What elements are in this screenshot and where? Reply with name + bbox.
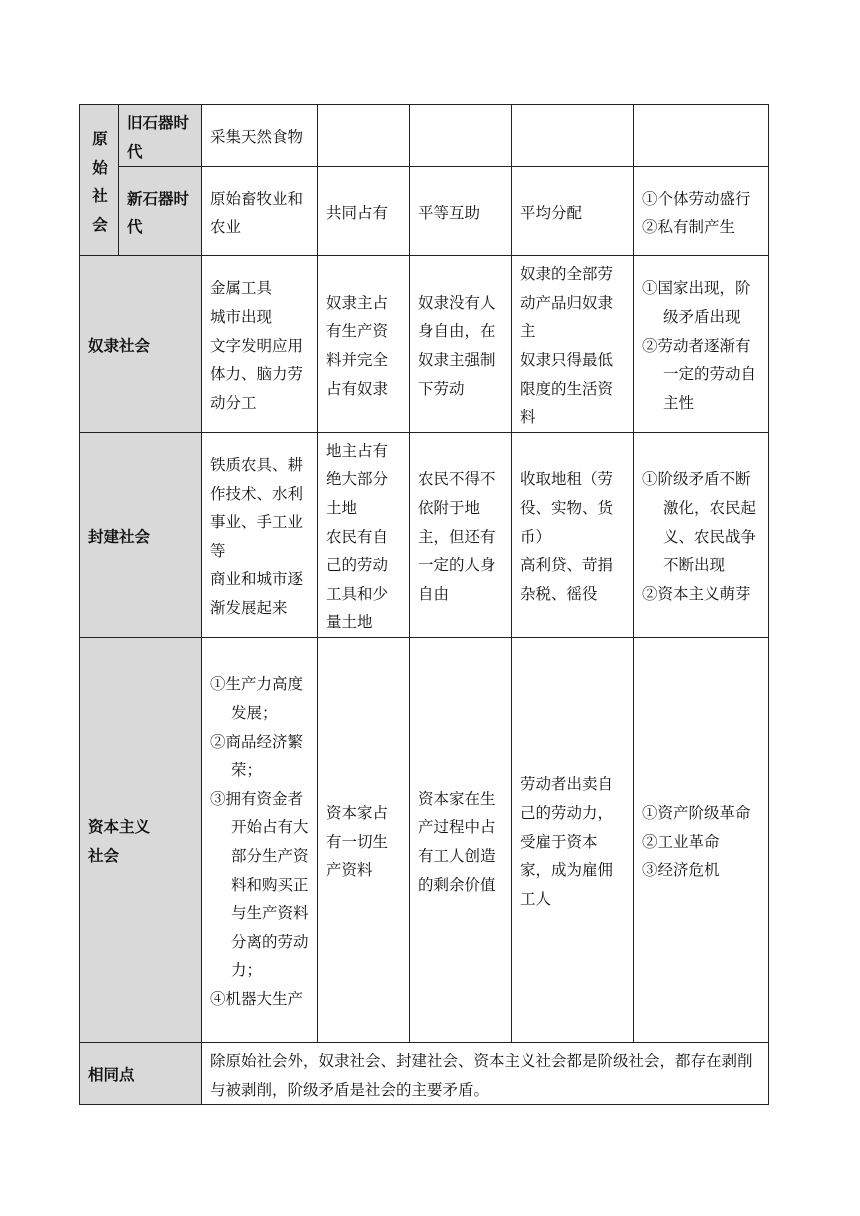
capitalist-relations: 资本家在生产过程中占有工人创造的剩余价值 [410,637,512,1042]
paleolithic-productivity: 采集天然食物 [202,105,318,167]
feudal-ownership: 地主占有绝大部分土地 农民有自己的劳动工具和少量土地 [318,432,410,637]
row-slave-society [80,256,769,433]
neolithic-era: 新石器时代 [119,167,202,256]
slave-distribution: 奴隶的全部劳动产品归奴隶主 奴隶只得最低限度的生活资料 [512,256,634,433]
neolithic-change: ①个体劳动盛行 ②私有制产生 [634,167,769,256]
slave-ownership: 奴隶主占有生产资料并完全占有奴隶 [318,256,410,433]
capitalist-change: ①资产阶级革命 ②工业革命 ③经济危机 [634,637,769,1042]
slave-productivity: 金属工具 城市出现 文字发明应用 体力、脑力劳动分工 [202,256,318,433]
neolithic-relations: 平等互助 [410,167,512,256]
primitive-society-label: 原 始 社 会 [80,105,119,256]
capitalist-society-label: 资本主义 社会 [80,637,202,1042]
feudal-relations: 农民不得不依附于地主，但还有一定的人身自由 [410,432,512,637]
slave-society-label: 奴隶社会 [80,256,202,433]
row-feudal-society [80,432,769,637]
row-capitalist-society [80,637,769,1042]
feudal-society-label: 封建社会 [80,432,202,637]
row-paleolithic [80,105,769,167]
paleolithic-distribution [512,105,634,167]
feudal-change: ①阶级矛盾不断激化，农民起义、农民战争不断出现 ②资本主义萌芽 [634,432,769,637]
neolithic-productivity: 原始畜牧业和农业 [202,167,318,256]
paleolithic-era: 旧石器时代 [119,105,202,167]
row-common-point [80,1042,769,1104]
capitalist-distribution: 劳动者出卖自己的劳动力，受雇于资本家，成为雇佣工人 [512,637,634,1042]
slave-relations: 奴隶没有人身自由，在奴隶主强制下劳动 [410,256,512,433]
paleolithic-relations [410,105,512,167]
neolithic-distribution: 平均分配 [512,167,634,256]
row-neolithic [80,167,769,256]
feudal-productivity: 铁质农具、耕作技术、水利事业、手工业等 商业和城市逐渐发展起来 [202,432,318,637]
common-point-label: 相同点 [80,1042,202,1104]
capitalist-productivity: ①生产力高度发展； ②商品经济繁荣； ③拥有资金者开始占有大部分生产资料和购买正与生产资料分离的劳动力； ④机器大生产 [202,637,318,1042]
capitalist-ownership: 资本家占有一切生产资料 [318,637,410,1042]
paleolithic-change [634,105,769,167]
paleolithic-ownership [318,105,410,167]
common-point-text: 除原始社会外，奴隶社会、封建社会、资本主义社会都是阶级社会，都存在剥削与被剥削，阶级矛盾是社会的主要矛盾。 [202,1042,769,1104]
neolithic-ownership: 共同占有 [318,167,410,256]
society-comparison-table [79,104,769,1105]
feudal-distribution: 收取地租（劳役、实物、货币） 高利贷、苛捐杂税、徭役 [512,432,634,637]
slave-change: ①国家出现，阶级矛盾出现 ②劳动者逐渐有一定的劳动自主性 [634,256,769,433]
